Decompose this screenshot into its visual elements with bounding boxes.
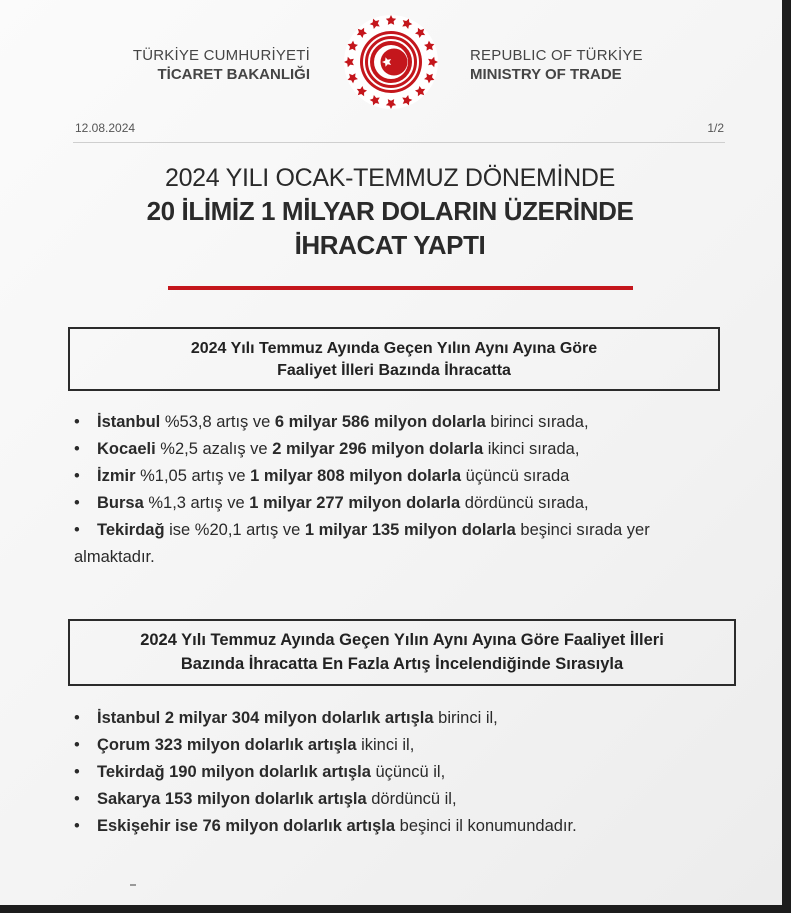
item-rank: üçüncü il, — [370, 763, 446, 781]
ministry-name-tr: TİCARET BAKANLIĞI — [157, 66, 310, 83]
item-highlight: Çorum 323 milyon dolarlık artışla — [97, 736, 357, 754]
item-text: ise %20,1 artış ve — [164, 521, 305, 539]
city-name: Kocaeli — [97, 440, 156, 458]
item-rank: dördüncü il, — [366, 790, 457, 808]
item-highlight: Sakarya 153 milyon dolarlık artışla — [97, 790, 367, 808]
city-name: Bursa — [97, 494, 144, 512]
list-item — [74, 409, 734, 436]
country-name-tr: TÜRKİYE CUMHURİYETİ — [132, 47, 310, 64]
page-number: 1/2 — [707, 121, 724, 135]
item-highlight: Tekirdağ 190 milyon dolarlık artışla — [97, 763, 371, 781]
item-rank: birinci sırada, — [485, 413, 589, 431]
list-item — [74, 732, 734, 759]
bullet-icon: • — [74, 467, 80, 485]
item-highlight: Eskişehir ise 76 milyon dolarlık artışla — [97, 817, 396, 835]
item-rank: beşinci sırada yer almaktadır. — [74, 521, 650, 566]
release-date: 12.08.2024 — [75, 121, 136, 135]
item-text: %2,5 azalış ve — [155, 440, 273, 458]
item-amount: 2 milyar 296 milyon dolarla — [272, 440, 484, 458]
section-1-heading-line-2: Faaliyet İlleri Bazında İhracatta — [277, 362, 511, 379]
section-1-list — [74, 409, 734, 571]
city-name: Tekirdağ — [97, 521, 165, 539]
list-item — [74, 436, 734, 463]
list-item — [74, 786, 734, 813]
item-rank: üçüncü sırada — [461, 467, 570, 485]
bullet-icon: • — [74, 763, 80, 781]
section-2-heading — [68, 619, 736, 686]
bullet-icon: • — [74, 494, 80, 512]
bullet-icon: • — [74, 521, 80, 539]
ministry-name-en: MINISTRY OF TRADE — [470, 66, 622, 83]
document-title — [40, 162, 740, 262]
section-2-list — [74, 705, 734, 840]
list-item — [74, 490, 734, 517]
section-2-heading-line-2: Bazında İhracatta En Fazla Artış İncelendiğinde Sırasıyla — [180, 655, 624, 673]
letterhead-turkish — [133, 46, 310, 84]
list-item — [74, 759, 734, 786]
title-line-1: 2024 YILI OCAK-TEMMUZ DÖNEMİNDE — [164, 164, 616, 192]
bullet-icon: • — [74, 817, 80, 835]
bullet-icon: • — [74, 709, 80, 727]
letterhead — [0, 0, 782, 120]
bullet-icon: • — [74, 736, 80, 754]
country-name-en: REPUBLIC OF TÜRKİYE — [470, 47, 643, 64]
item-rank: beşinci il konumundadır. — [395, 817, 577, 835]
city-name: İstanbul — [97, 413, 161, 431]
footer-mark — [130, 884, 136, 886]
item-amount: 1 milyar 135 milyon dolarla — [304, 521, 516, 539]
item-rank: ikinci il, — [356, 736, 415, 754]
bullet-icon: • — [74, 790, 80, 808]
item-rank: dördüncü sırada, — [460, 494, 589, 512]
header-divider — [73, 142, 725, 143]
item-amount: 6 milyar 586 milyon dolarla — [274, 413, 486, 431]
item-rank: ikinci sırada, — [483, 440, 580, 458]
item-highlight: İstanbul 2 milyar 304 milyon dolarlık artışla — [97, 709, 434, 727]
title-line-3: İHRACAT YAPTI — [294, 230, 486, 260]
item-text: %1,05 artış ve — [135, 467, 251, 485]
title-underline — [168, 286, 633, 290]
list-item — [74, 813, 734, 840]
list-item — [74, 517, 734, 571]
city-name: İzmir — [97, 467, 136, 485]
section-1-heading-line-1: 2024 Yılı Temmuz Ayında Geçen Yılın Aynı Ayına Göre — [190, 340, 598, 357]
item-text: %1,3 artış ve — [143, 494, 250, 512]
item-amount: 1 milyar 808 milyon dolarla — [250, 467, 462, 485]
item-text: %53,8 artış ve — [160, 413, 275, 431]
letterhead-english — [470, 46, 643, 84]
list-item — [74, 463, 734, 490]
title-line-2: 20 İLİMİZ 1 MİLYAR DOLARIN ÜZERİNDE — [146, 196, 634, 226]
ministry-emblem-icon — [341, 12, 441, 112]
list-item — [74, 705, 734, 732]
bullet-icon: • — [74, 440, 80, 458]
bullet-icon: • — [74, 413, 80, 431]
section-1-heading — [68, 327, 720, 391]
section-2-heading-line-1: 2024 Yılı Temmuz Ayında Geçen Yılın Aynı Ayına Göre Faaliyet İlleri — [140, 631, 664, 649]
item-rank: birinci il, — [433, 709, 498, 727]
item-amount: 1 milyar 277 milyon dolarla — [249, 494, 461, 512]
